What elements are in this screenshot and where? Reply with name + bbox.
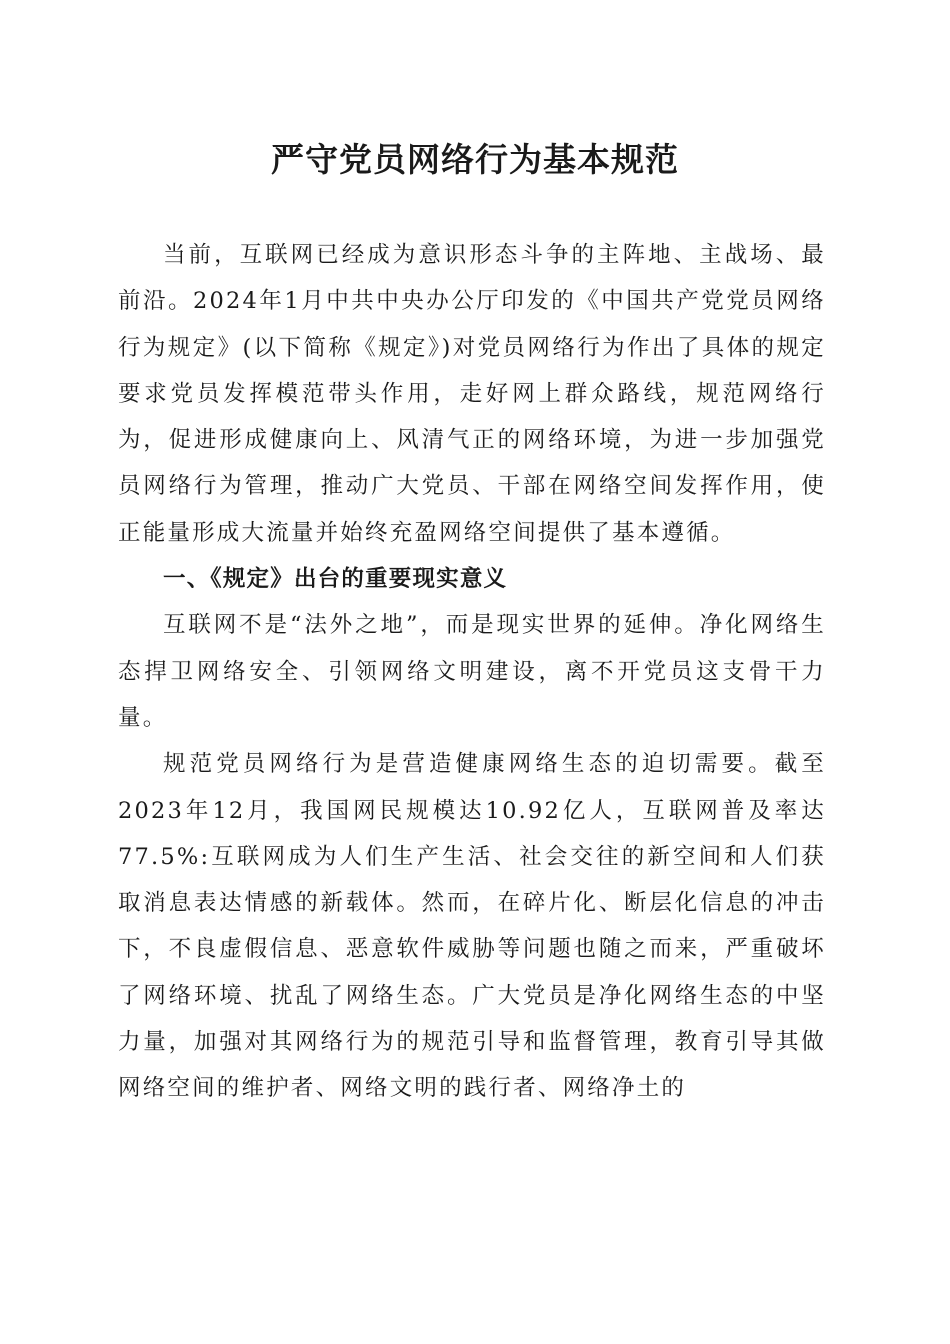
document-title: 严守党员网络行为基本规范 (271, 140, 679, 179)
section-heading: 一、《规定》出台的重要现实意义 (163, 566, 508, 593)
body-paragraph: 规范党员网络行为是营造健康网络生态的迫切需要。截至2023年12月，我国网民规模达10.92亿人，互联网普及率达77.5%:互联网成为人们生产生活、社会交往的新空间和人们获取消息表达情感的新载体。然而，在碎片化、断层化信息的冲击下，不良虚假信息、恶意软件威胁等问题也随之而来，严重破坏了网络环境、扰乱了网络生态。广大党员是净化网络生态的中坚力量，加强对其网络行为的规范引导和监督管理，教育引导其做网络空间的维护者、网络文明的践行者、网络净土的 (118, 751, 826, 1102)
body-paragraph: 互联网不是“法外之地”，而是现实世界的延伸。净化网络生态捍卫网络安全、引领网络文明建设，离不开党员这支骨干力量。 (118, 612, 826, 731)
document-body (118, 232, 826, 1112)
intro-paragraph: 当前，互联网已经成为意识形态斗争的主阵地、主战场、最前沿。2024年1月中共中央办公厅印发的《中国共产党党员网络行为规定》(以下简称《规定》)对党员网络行为作出了具体的规定要求党员发挥模范带头作用，走好网上群众路线，规范网络行为，促进形成健康向上、风清气正的网络环境，为进一步加强党员网络行为管理，推动广大党员、干部在网络空间发挥作用，使正能量形成大流量并始终充盈网络空间提供了基本遵循。 (118, 242, 826, 546)
